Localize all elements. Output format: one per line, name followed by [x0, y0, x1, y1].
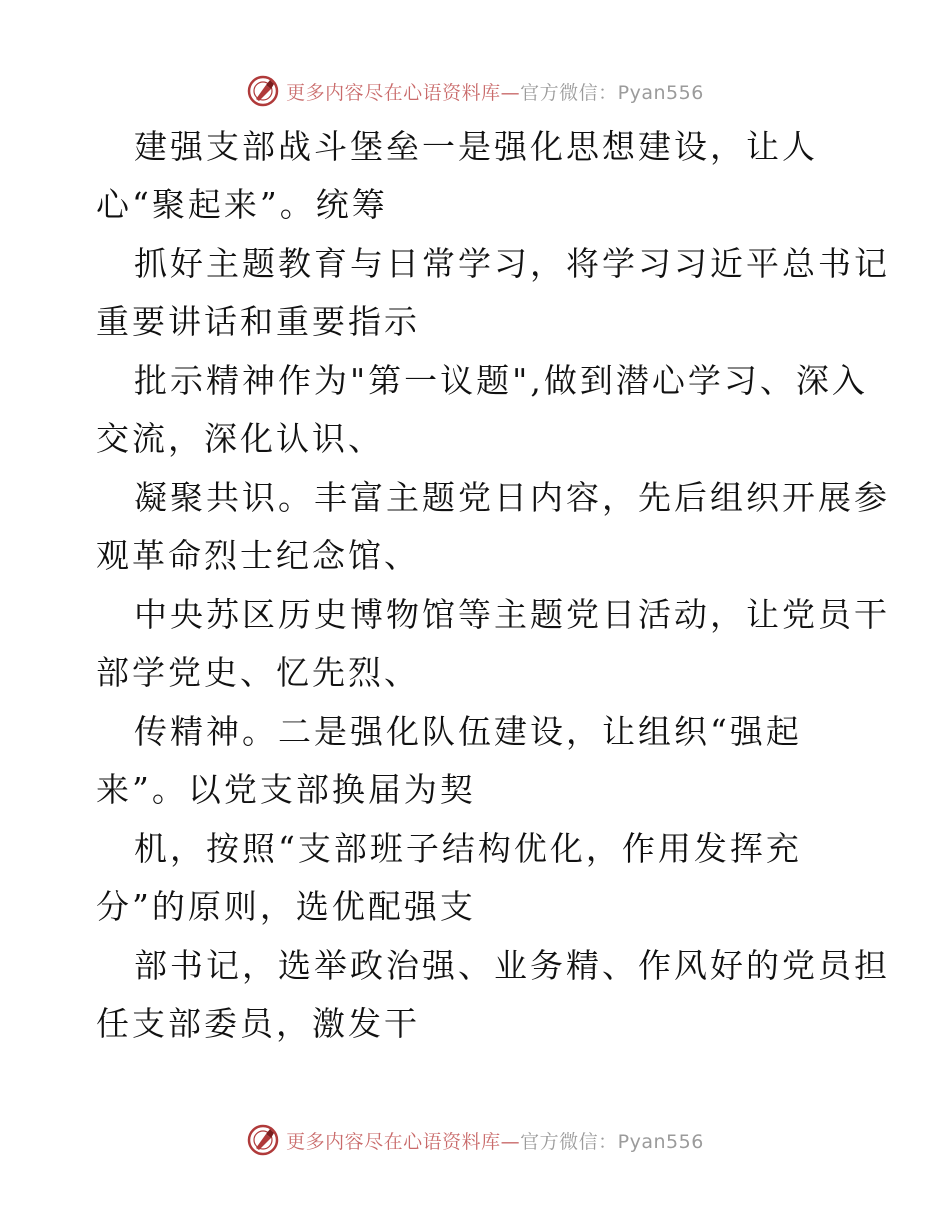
text-line: 重要讲话和重要指示	[96, 302, 420, 341]
text-line: 凝聚共识。丰富主题党日内容，先后组织开展参	[134, 478, 890, 517]
footer-banner-text: 更多内容尽在心语资料库—	[286, 1130, 521, 1153]
text-line: 任支部委员，激发干	[96, 1004, 420, 1043]
text-line: 来”。以党支部换届为契	[96, 770, 476, 809]
text-line: 心“聚起来”。统筹	[96, 185, 388, 224]
text-line: 分”的原则，选优配强支	[96, 887, 476, 926]
text-line: 传精神。二是强化队伍建设，让组织“强起	[134, 712, 802, 751]
header-banner-wechat: 官方微信：Pyan556	[520, 81, 704, 104]
text-line: 交流，深化认识、	[96, 419, 384, 458]
text-line: 批示精神作为"第一议题",做到潜心学习、深入	[134, 361, 868, 400]
text-line: 部书记，选举政治强、业务精、作风好的党员担	[134, 946, 890, 985]
text-line: 抓好主题教育与日常学习，将学习习近平总书记	[134, 244, 890, 283]
text-line: 机，按照“支部班子结构优化，作用发挥充	[134, 829, 802, 868]
text-line: 观革命烈士纪念馆、	[96, 536, 420, 575]
footer-banner	[0, 1120, 950, 1160]
text-line: 中央苏区历史博物馆等主题党日活动，让党员干	[134, 595, 890, 634]
pen-nib-logo-icon	[246, 1123, 280, 1157]
text-line: 建强支部战斗堡垒一是强化思想建设，让人	[134, 127, 818, 166]
footer-banner-wechat: 官方微信：Pyan556	[520, 1130, 704, 1153]
pen-nib-logo-icon	[246, 74, 280, 108]
header-banner	[0, 71, 950, 111]
header-banner-text: 更多内容尽在心语资料库—	[286, 81, 521, 104]
text-line: 部学党史、忆先烈、	[96, 653, 420, 692]
